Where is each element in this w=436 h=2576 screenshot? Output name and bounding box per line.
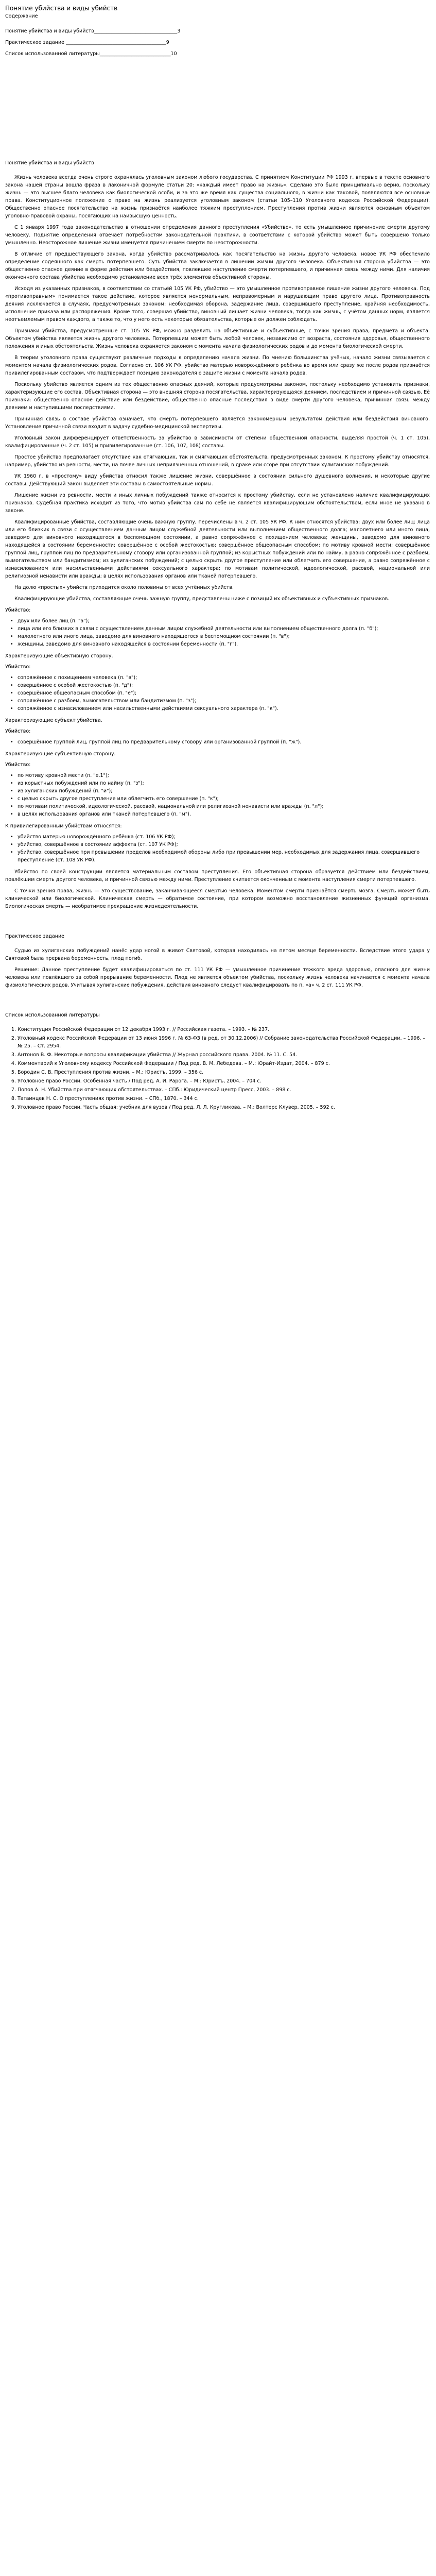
victim-list	[5, 617, 430, 648]
list-item: • по мотивам политической, идеологической, расовой, национальной или религиозной ненависти или вражды (п. "л");	[18, 803, 430, 810]
list-item: • из корыстных побуждений или по найму (п. "з");	[18, 779, 430, 787]
paragraph: Лишение жизни из ревности, мести и иных личных побуждений также относится к простому убийству, если не установлено наличие квалифицирующих признаков. Судебная практика исходит из того, что мотив убийства сам по себе не является квалифицирующим обстоятельством, если иное не указано в законе.	[5, 493, 430, 514]
section-gap	[5, 914, 430, 933]
list-label: Характеризующие объективную сторону.	[5, 653, 113, 659]
paragraph: Судью из хулиганских побуждений нанёс удар ногой в живот Святовой, которая находилась на пятом месяце беременности. Вследствие этого удара у Святовой была прервана беременность, плод погиб.	[5, 948, 430, 961]
toc-entry-1[interactable]: Понятие убийства и виды убийств__________________________________3	[5, 28, 181, 34]
list-item: • убийство, совершённое в состоянии аффекта (ст. 107 УК РФ);	[18, 841, 430, 849]
objective-list	[5, 674, 430, 713]
list-item: • совершённое группой лиц, группой лиц по предварительному сговору или организованной группой (п. "ж").	[18, 738, 430, 746]
paragraph: В отличие от предшествующего закона, когда убийство рассматривалось как посягательство на жизнь другого человека, новое УК РФ обеспечило определение содеянного как смерть потерпевшего. Суть убийства заключается в лишении жизни другого человека. Объективная сторона убийства — это общественно опасное деяние в форме действия или бездействия, повлекшее наступление смерти потерпевшего, и причинная связь между ними. Для наличия оконченного состава убийства необходимо установление всех трёх элементов объективной стороны.	[5, 251, 430, 280]
reference-item: 8. Тагаинцев Н. С. О преступлениях против жизни. – СПб., 1870. – 344 с.	[18, 1095, 430, 1103]
paragraph: С 1 января 1997 года законодательство в отношении определения данного преступления «Убийство», то есть умышленное причинение смерти другому человеку. Поднятие определения отвечает потребностям законодательной практики, в соответствии с которой убийство может быть совершено только умышленно. Неосторожное лишение жизни именуется причинением смерти по неосторожности.	[5, 225, 430, 246]
list-item: • совершённое общеопасным способом (п. "е");	[18, 689, 430, 697]
paragraph: Поскольку убийство является одним из тех общественно опасных деяний, которые предусмотрены законом, постольку необходимо установить признаки, характеризующие его состав. Объективная сторона — это внешняя сторона посягательства, характеризующаяся деянием, последствием и причинной связью. Её признаки: общественно опасное действие или бездействие, общественно опасные последствия в виде смерти другого человека, причинная связь между деянием и наступившими последствиями.	[5, 382, 430, 411]
paragraph: С точки зрения права, жизнь — это существование, заканчивающееся смертью человека. Моментом смерти признаётся смерть мозга. Смерть может быть клинической или биологической. Клиническая смерть — обратимое состояние, при котором возможно восстановление жизненных функций организма. Биологическая смерть — необратимое прекращение жизнедеятельности.	[5, 888, 430, 909]
list-label: Убийство:	[5, 607, 31, 613]
section-practical-task	[5, 933, 430, 989]
list-label: Убийство:	[5, 762, 31, 768]
list-item: • сопряжённое с разбоем, вымогательством или бандитизмом (п. "з");	[18, 697, 430, 705]
reference-item: 4. Комментарий к Уголовному кодексу Российской Федерации / Под ред. В. М. Лебедева. – М.: Юрайт-Издат, 2004. – 879 с.	[18, 1060, 430, 1067]
section-heading: Практическое задание	[5, 934, 65, 939]
toc-entry-2[interactable]: Практическое задание _________________________________________9	[5, 40, 169, 45]
section-heading: Понятие убийства и виды убийств	[5, 160, 94, 166]
paragraph: Убийство по своей конструкции является материальным составом преступления. Его объективная сторона образуется действием или бездействием, повлёкшим смерть другого человека, и причинной связью между ними. Преступление считается оконченным с момента наступления смерти потерпевшего.	[5, 869, 430, 883]
reference-item: 9. Уголовное право России. Часть общая: учебник для вузов / Под ред. Л. Л. Кругликова. – М.: Волтерс Клувер, 2005. – 592 с.	[18, 1104, 430, 1111]
paragraph: Простое убийство предполагает отсутствие как отягчающих, так и смягчающих обстоятельств, предусмотренных законом. К простому убийству относятся, например, убийство из ревности, мести, на почве личных неприязненных отношений, в драке или ссоре при отсутствии хулиганских побуждений.	[5, 454, 430, 468]
reference-item: 7. Попов А. Н. Убийства при отягчающих обстоятельствах. – СПб.: Юридический центр Пресс, 2003. – 898 с.	[18, 1086, 430, 1094]
paragraph: УК 1960 г. в «простому» виду убийства относил также лишение жизни, совершённое в состоянии сильного душевного волнения, и некоторые другие составы. Действующий закон выделяет эти составы в самостоятельные нормы.	[5, 473, 430, 487]
list-item: • лица или его близких в связи с осуществлением данным лицом служебной деятельности или выполнением общественного долга (п. "б");	[18, 625, 430, 633]
document-title: Понятие убийства и виды убийств	[5, 5, 118, 12]
list-item: • с целью скрыть другое преступление или облегчить его совершение (п. "к");	[18, 795, 430, 803]
paragraph: Квалифицирующие убийства, составляющие очень важную группу, представлены ниже с позиций их объективных и субъективных признаков.	[14, 596, 390, 602]
list-label: Убийство:	[5, 728, 31, 734]
list-item: • убийство матерью новорождённого ребёнка (ст. 106 УК РФ);	[18, 833, 430, 841]
table-of-contents	[5, 27, 430, 58]
list-item: • совершённое с особой жестокостью (п. "д");	[18, 682, 430, 689]
list-item: • в целях использования органов или тканей потерпевшего (п. "м").	[18, 810, 430, 818]
section-heading: Список использованной литературы	[5, 1012, 100, 1018]
paragraph: Решение: Данное преступление будет квалифицироваться по ст. 111 УК РФ — умышленное причинение тяжкого вреда здоровью, опасного для жизни человека или повлёкшего за собой прерывание беременности. Плод не является объектом убийства, поскольку жизнь человека начинается с момента начала физиологических родов. Учитывая хулиганские побуждения, действия виновного следует квалифицировать по п. «а» ч. 2 ст. 111 УК РФ.	[5, 967, 430, 988]
reference-item: 6. Уголовное право России. Особенная часть / Под ред. А. И. Рарога. – М.: Юристъ, 2004. – 704 с.	[18, 1077, 430, 1085]
paragraph: Признаки убийства, предусмотренные ст. 105 УК РФ, можно разделить на объективные и субъективные, с точки зрения права, предмета и объекта. Объектом убийства является жизнь другого человека. Потерпевшим может быть любой человек, независимо от возраста, состояния здоровья, общественного положения и иных обстоятельств. Жизнь человека охраняется законом с момента начала физиологических родов и до момента биологической смерти.	[5, 328, 430, 349]
paragraph: Квалифицированные убийства, составляющие очень важную группу, перечислены в ч. 2 ст. 105 УК РФ. К ним относятся убийства: двух или более лиц; лица или его близких в связи с осуществлением данным лицом служебной деятельности или выполнением общественного долга; малолетнего или иного лица, заведомо для виновного находящегося в беспомощном состоянии, а равно сопряжённое с похищением человека; женщины, заведомо для виновного находящейся в состоянии беременности; совершённое с особой жестокостью; совершённое общеопасным способом; по мотиву кровной мести; совершённое группой лиц, группой лиц по предварительному сговору или организованной группой; из корыстных побуждений или по найму, а равно сопряжённое с разбоем, вымогательством или бандитизмом; из хулиганских побуждений; с целью скрыть другое преступление или облегчить его совершение, а равно сопряжённое с изнасилованием или насильственными действиями сексуального характера; по мотивам политической, идеологической, расовой, национальной или религиозной ненависти или вражды; в целях использования органов или тканей потерпевшего.	[5, 519, 430, 579]
toc-entry-3[interactable]: Список использованной литературы_____________________________10	[5, 51, 177, 57]
list-label: К привилегированным убийствам относятся:	[5, 823, 122, 829]
paragraph: В теории уголовного права существуют различные подходы к определению начала жизни. По мнению большинства учёных, начало жизни связывается с моментом начала физиологических родов. Согласно ст. 106 УК РФ, убийство матерью новорождённого ребёнка во время или сразу же после родов признаётся привилегированным составом, что подтверждает позицию законодателя о защите жизни с момента начала родов.	[5, 355, 430, 376]
list-label: Убийство:	[5, 664, 31, 670]
list-item: • двух или более лиц (п. "а");	[18, 617, 430, 625]
list-item: • убийство, совершённое при превышении пределов необходимой обороны либо при превышении мер, необходимых для задержания лица, совершившего преступление (ст. 108 УК РФ).	[18, 849, 430, 864]
list-label: Характеризующие субъект убийства.	[5, 718, 102, 723]
subjective-list	[5, 772, 430, 818]
reference-item: 3. Антонов В. Ф. Некоторые вопросы квалификации убийства // Журнал российского права. 2004. № 11. С. 54.	[18, 1051, 430, 1059]
list-item: • сопряжённое с изнасилованием или насильственными действиями сексуального характера (п. "к").	[18, 705, 430, 713]
paragraph: На долю «простых» убийств приходится около половины от всех учтённых убийств.	[14, 585, 234, 590]
reference-item: 1. Конституция Российской Федерации от 12 декабря 1993 г. // Российская газета. – 1993. – № 237.	[18, 1026, 430, 1033]
list-label: Характеризующие субъективную сторону.	[5, 751, 116, 757]
page-break-gap	[5, 61, 430, 159]
list-item: • по мотиву кровной мести (п. "е.1");	[18, 772, 430, 779]
contents-heading: Содержание	[5, 13, 38, 19]
section-gap	[5, 993, 430, 1011]
list-item: • сопряжённое с похищением человека (п. "в");	[18, 674, 430, 682]
section-references	[5, 1011, 430, 1111]
reference-item: 2. Уголовный кодекс Российской Федерации от 13 июня 1996 г. № 63-ФЗ (в ред. от 30.12.2006) // Собрание законодательства Российской Федерации. – 1996. – № 25. – Ст. 2954.	[18, 1035, 430, 1050]
list-item: • малолетнего или иного лица, заведомо для виновного находящегося в беспомощном состоянии (п. "в");	[18, 633, 430, 640]
subject-list	[5, 738, 430, 746]
list-item: • женщины, заведомо для виновного находящейся в состоянии беременности (п. "г").	[18, 640, 430, 648]
paragraph: Жизнь человека всегда очень строго охранялась уголовным законом любого государства. С принятием Конституции РФ 1993 г. впервые в тексте основного закона нашей страны вошла фраза в лаконичной формуле статьи 20: «каждый имеет право на жизнь». Сделано это было принципиально верно, поскольку жизнь — это высшее благо человека как биологической особи, и за это же время как существа социального, в жизни как таковой, появляются все основные права. Конституционное положение о праве на жизнь реализуется уголовным законом (статьи 105–110 Уголовного кодекса Российской Федерации). Общественно опасное посягательство на жизнь признаётся наиболее тяжким преступлением. Преступления против жизни являются основным объектом уголовно-правовой охраны, посягающих на наивысшую ценность.	[5, 175, 430, 219]
list-item: • из хулиганских побуждений (п. "и");	[18, 787, 430, 795]
reference-item: 5. Бородин С. В. Преступления против жизни. – М.: Юристъ, 1999. – 356 с.	[18, 1069, 430, 1076]
section-murder-concept	[5, 159, 430, 910]
paragraph: Исходя из указанных признаков, в соответствии со статьёй 105 УК РФ, убийство — это умышленное противоправное лишение жизни другого человека. Под «противоправным» понимается такое действие, которое является ненормальным, неправомерным и нарушающим право другого лица. Противоправность деяния исключается в случаях, предусмотренных законом: необходимая оборона, задержание лица, совершившего преступление, крайняя необходимость, исполнение приказа или распоряжения. Кроме того, совершая убийство, виновный лишает жизни человека, тогда как жизнь, с учётом данных норм, является неотъемлемым правом каждого, а также то, что у него есть некоторые обязательства, которые он должен соблюдать.	[5, 286, 430, 323]
paragraph: Причинная связь в составе убийства означает, что смерть потерпевшего является закономерным результатом действия или бездействия виновного. Установление причинной связи входит в задачу судебно-медицинской экспертизы.	[5, 416, 430, 430]
privileged-list	[5, 833, 430, 864]
reference-list	[5, 1026, 430, 1111]
paragraph: Уголовный закон дифференцирует ответственность за убийство в зависимости от степени общественной опасности, выделяя простой (ч. 1 ст. 105), квалифицированные (ч. 2 ст. 105) и привилегированные (ст. 106, 107, 108) составы.	[5, 435, 430, 449]
